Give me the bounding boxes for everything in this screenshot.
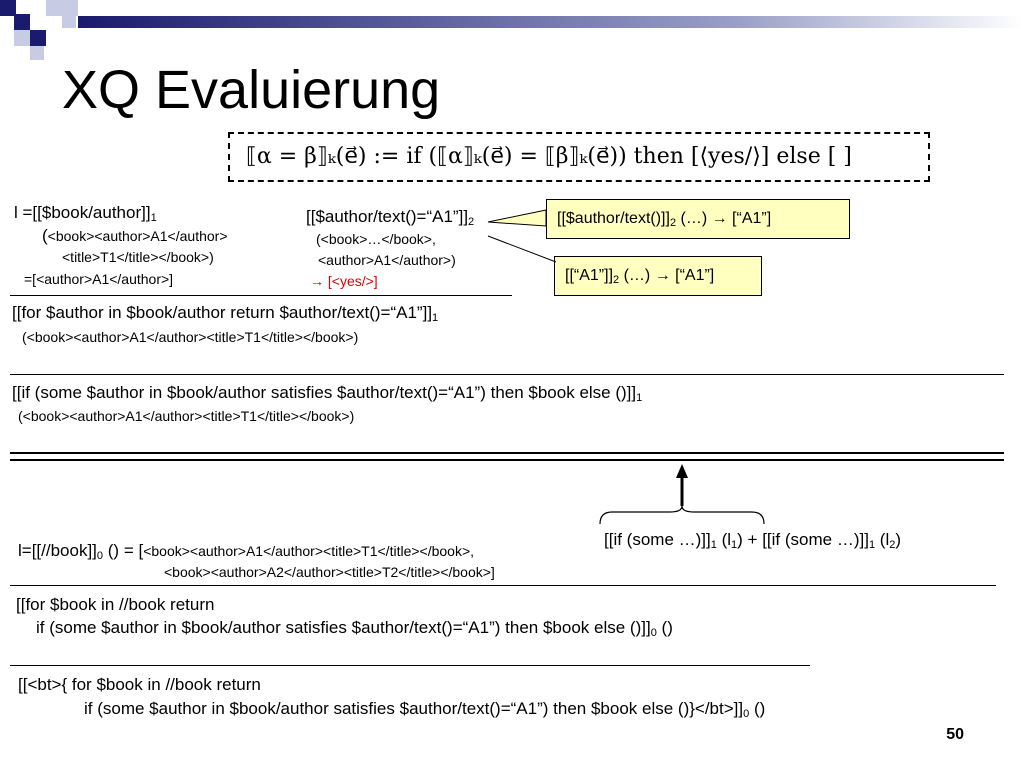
block4-line2: (<book><author>A1</author><title>T1</title></book>) (18, 408, 355, 424)
callout1-result: (…) → [“A1”] (676, 210, 772, 227)
block1-line3: <title>T1</title></book>) (62, 249, 214, 265)
block2-line3: <author>A1</author>) (318, 252, 456, 268)
note-part: (l (716, 530, 732, 549)
callout2-result: (…) → [“A1”] (619, 267, 715, 284)
page-number: 50 (946, 726, 964, 743)
arrow-icon: → (310, 273, 324, 289)
block6-expr: if (some $author in $book/author satisfies $author/text()=“A1”) then $book else ()]] (36, 618, 651, 637)
subscript: 0 (96, 550, 104, 562)
callout1-expr: [[$author/text()]] (557, 210, 670, 227)
subscript: 2 (613, 274, 620, 286)
block5-xml: <book><author>A1</author><title>T1</title></book>, (143, 543, 475, 559)
paren: ( (42, 226, 48, 245)
callout2-expr: [[“A1”]] (565, 267, 614, 284)
block6-line2 (36, 617, 673, 639)
divider (10, 585, 996, 586)
block7-line1: [[<bt>{ for $book in //book return (18, 675, 261, 694)
subscript: 2 (669, 217, 677, 229)
brace-note (604, 529, 901, 551)
subscript: 2 (889, 539, 896, 551)
subscript: 1 (731, 539, 738, 551)
subscript: 1 (432, 312, 439, 324)
note-part: [[if (some …)]] (604, 530, 711, 549)
block5-expr: l=[[//book]] (18, 541, 97, 560)
block4-expr: [[if (some $author in $book/author satisfies $author/text()=“A1”) then $book else ()]] (12, 383, 637, 402)
note-part: ) + [[if (some …)]] (737, 530, 869, 549)
brace-icon (600, 506, 764, 524)
block2-result-value: [<yes/>] (327, 273, 378, 289)
block7-line2 (84, 698, 765, 720)
up-arrow-icon (676, 464, 688, 478)
block1-line4: =[<author>A1</author>] (24, 271, 174, 287)
note-part: ) (895, 530, 902, 549)
note-part: (l (875, 530, 890, 549)
subscript: 1 (636, 392, 643, 404)
block3-expr: [[for $author in $book/author return $author/text()=“A1”]] (12, 303, 433, 322)
block2-line2: (<book>…</book>, (316, 231, 436, 247)
block6-suffix: () (656, 618, 673, 637)
subscript: 1 (868, 539, 876, 551)
formula-text: ⟦α = β⟧ₖ(e⃗) := if (⟦α⟧ₖ(e⃗) = ⟦β⟧ₖ(e⃗)) then [⟨yes/⟩] else [ ] (246, 144, 852, 169)
block2-expr: [[$author/text()=“A1”]] (306, 207, 469, 226)
subscript: 1 (150, 212, 157, 224)
subscript: 2 (468, 216, 475, 228)
block5-line2: <book><author>A2</author><title>T2</title></book>] (164, 564, 495, 580)
block1-xml: <book><author>A1</author> (47, 228, 228, 244)
divider (10, 665, 810, 666)
block1-expr: l =[[$book/author]] (14, 203, 151, 222)
block5-mid: () = [ (103, 541, 144, 560)
subscript: 0 (650, 627, 657, 639)
block7-suffix: () (749, 699, 766, 718)
block7-expr: if (some $author in $book/author satisfies $author/text()=“A1”) then $book else ()}</bt>]] (84, 699, 744, 718)
block5-line1 (18, 540, 474, 562)
block6-line1: [[for $book in //book return (16, 595, 215, 614)
subscript: 0 (743, 708, 750, 720)
block3-line2: (<book><author>A1</author><title>T1</title></book>) (22, 329, 359, 345)
page-title: XQ Evaluierung (62, 60, 441, 120)
subscript: 1 (710, 539, 717, 551)
